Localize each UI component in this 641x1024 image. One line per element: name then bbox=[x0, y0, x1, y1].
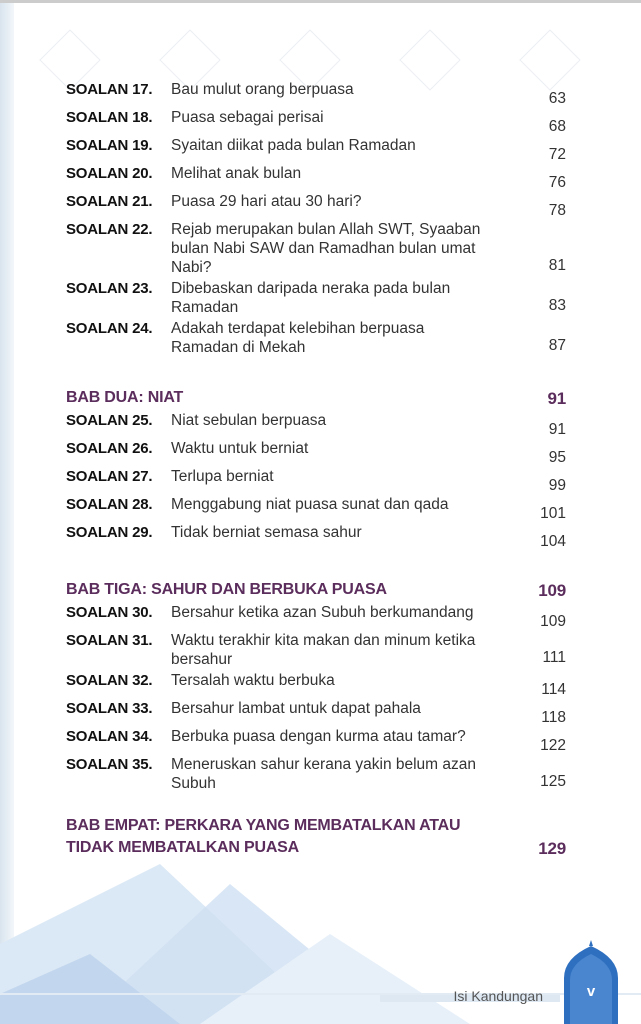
entry-title: Menggabung niat puasa sunat dan qada bbox=[171, 496, 449, 513]
decorative-footer-art bbox=[0, 824, 641, 1024]
toc-entry[interactable] bbox=[66, 755, 566, 795]
entry-title: Puasa 29 hari atau 30 hari? bbox=[171, 193, 362, 210]
entry-title: Tersalah waktu berbuka bbox=[171, 672, 335, 689]
entry-title: Bau mulut orang berpuasa bbox=[171, 81, 354, 98]
entry-title: Rejab merupakan bulan Allah SWT, Syaaban bulan Nabi SAW dan Ramadhan bulan umat Nabi? bbox=[171, 221, 481, 276]
entry-title: Puasa sebagai perisai bbox=[171, 109, 324, 126]
entry-page-number: 81 bbox=[548, 257, 566, 274]
entry-title: Bersahur lambat untuk dapat pahala bbox=[171, 700, 421, 717]
toc-entry[interactable] bbox=[66, 631, 566, 671]
toc-entry[interactable] bbox=[66, 164, 566, 192]
toc-entry[interactable] bbox=[66, 603, 566, 631]
entry-number: SOALAN 26. bbox=[66, 440, 153, 457]
entry-number: SOALAN 34. bbox=[66, 728, 153, 745]
entry-number: SOALAN 22. bbox=[66, 221, 153, 238]
chapter-heading bbox=[66, 387, 566, 409]
entry-number: SOALAN 29. bbox=[66, 524, 153, 541]
chapter-page-number: 91 bbox=[547, 389, 566, 408]
entry-number: SOALAN 33. bbox=[66, 700, 153, 717]
chapter-title: BAB DUA: NIAT bbox=[66, 389, 184, 406]
toc-entry[interactable] bbox=[66, 439, 566, 467]
chapter-page-number: 129 bbox=[538, 839, 566, 858]
entry-page-number: 68 bbox=[548, 118, 566, 135]
chapter-heading bbox=[66, 579, 566, 601]
toc-entry[interactable] bbox=[66, 495, 566, 523]
entry-page-number: 78 bbox=[548, 202, 566, 219]
entry-page-number: 101 bbox=[540, 505, 566, 522]
entry-page-number: 83 bbox=[548, 297, 566, 314]
page-roman-numeral: v bbox=[586, 983, 596, 1000]
entry-number: SOALAN 23. bbox=[66, 280, 153, 297]
entry-title: Dibebaskan daripada neraka pada bulan Ramadan bbox=[171, 280, 451, 316]
entry-number: SOALAN 27. bbox=[66, 468, 153, 485]
entry-number: SOALAN 31. bbox=[66, 632, 153, 649]
toc-entry[interactable] bbox=[66, 319, 566, 359]
chapter-title: BAB TIGA: SAHUR DAN BERBUKA PUASA bbox=[66, 581, 387, 598]
toc-entry[interactable] bbox=[66, 220, 566, 279]
chapter-title: BAB EMPAT: PERKARA YANG MEMBATALKAN ATAU TIDAK MEMBATALKAN PUASA bbox=[66, 817, 461, 856]
toc-entry[interactable] bbox=[66, 699, 566, 727]
entry-number: SOALAN 24. bbox=[66, 320, 153, 337]
entry-number: SOALAN 20. bbox=[66, 165, 153, 182]
entry-page-number: 104 bbox=[540, 533, 566, 550]
toc-entry[interactable] bbox=[66, 671, 566, 699]
page-number-dome-badge bbox=[560, 940, 622, 1024]
entry-page-number: 125 bbox=[540, 773, 566, 790]
entry-title: Niat sebulan berpuasa bbox=[171, 412, 327, 429]
toc-entry[interactable] bbox=[66, 279, 566, 319]
footer-section-label: Isi Kandungan bbox=[453, 988, 543, 1004]
toc-entry[interactable] bbox=[66, 467, 566, 495]
entry-page-number: 109 bbox=[540, 613, 566, 630]
entry-title: Berbuka puasa dengan kurma atau tamar? bbox=[171, 728, 466, 745]
entry-title: Terlupa berniat bbox=[171, 468, 274, 485]
toc-entry[interactable] bbox=[66, 727, 566, 755]
entry-page-number: 122 bbox=[540, 737, 566, 754]
entry-page-number: 114 bbox=[541, 681, 566, 698]
entry-number: SOALAN 18. bbox=[66, 109, 153, 126]
entry-number: SOALAN 17. bbox=[66, 81, 153, 98]
entry-page-number: 63 bbox=[548, 90, 566, 107]
entry-page-number: 76 bbox=[548, 174, 566, 191]
entry-title: Adakah terdapat kelebihan berpuasa Ramadan di Mekah bbox=[171, 320, 425, 356]
entry-title: Waktu untuk berniat bbox=[171, 440, 309, 457]
entry-number: SOALAN 30. bbox=[66, 604, 153, 621]
entry-page-number: 91 bbox=[548, 421, 566, 438]
entry-title: Tidak berniat semasa sahur bbox=[171, 524, 362, 541]
toc-entry[interactable] bbox=[66, 411, 566, 439]
table-of-contents bbox=[66, 80, 566, 859]
entry-page-number: 111 bbox=[542, 649, 566, 666]
toc-entry[interactable] bbox=[66, 523, 566, 551]
entry-title: Bersahur ketika azan Subuh berkumandang bbox=[171, 604, 474, 621]
entry-page-number: 118 bbox=[541, 709, 566, 726]
toc-entry[interactable] bbox=[66, 192, 566, 220]
toc-entry[interactable] bbox=[66, 136, 566, 164]
entry-page-number: 99 bbox=[548, 477, 566, 494]
entry-number: SOALAN 28. bbox=[66, 496, 153, 513]
entry-page-number: 95 bbox=[548, 449, 566, 466]
entry-number: SOALAN 35. bbox=[66, 756, 153, 773]
entry-page-number: 72 bbox=[548, 146, 566, 163]
entry-number: SOALAN 21. bbox=[66, 193, 153, 210]
entry-number: SOALAN 19. bbox=[66, 137, 153, 154]
toc-entry[interactable] bbox=[66, 80, 566, 108]
entry-title: Waktu terakhir kita makan dan minum ketika bersahur bbox=[171, 632, 476, 668]
toc-entry[interactable] bbox=[66, 108, 566, 136]
entry-number: SOALAN 25. bbox=[66, 412, 153, 429]
entry-number: SOALAN 32. bbox=[66, 672, 153, 689]
entry-title: Melihat anak bulan bbox=[171, 165, 302, 182]
entry-title: Syaitan diikat pada bulan Ramadan bbox=[171, 137, 416, 154]
entry-page-number: 87 bbox=[548, 337, 566, 354]
entry-title: Meneruskan sahur kerana yakin belum azan Subuh bbox=[171, 756, 477, 792]
chapter-page-number: 109 bbox=[538, 581, 566, 600]
